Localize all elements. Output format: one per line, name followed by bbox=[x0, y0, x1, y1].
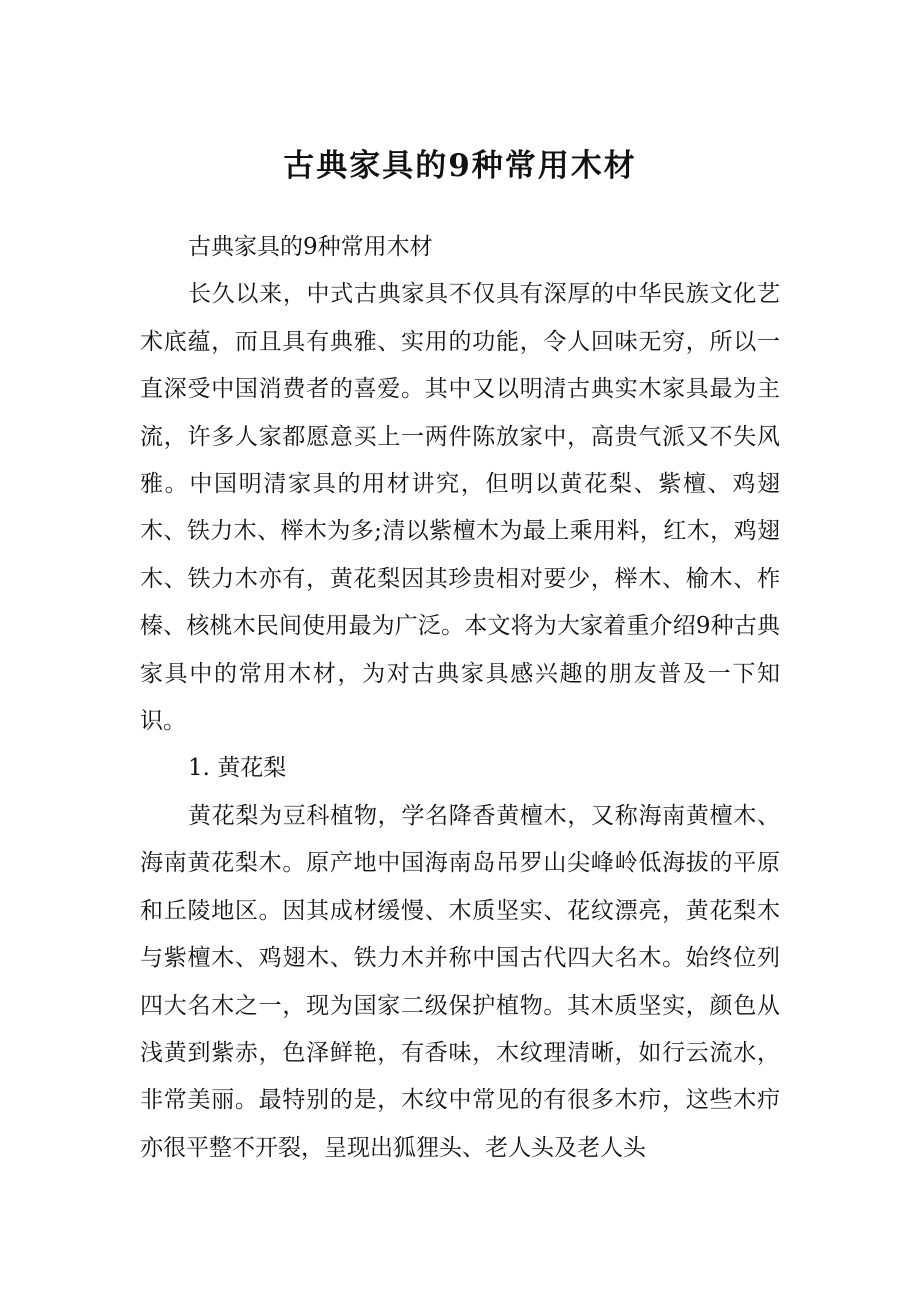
section-heading-huanghuali: 1. 黄花梨 bbox=[188, 755, 287, 782]
document-body bbox=[140, 224, 780, 1172]
huanghuali-paragraph: 黄花梨为豆科植物，学名降香黄檀木，又称海南黄檀木、海南黄花梨木。原产地中国海南岛吊罗山尖峰岭低海拔的平原和丘陵地区。因其成材缓慢、木质坚实、花纹漂亮，黄花梨木与紫檀木、鸡翅木、铁力木并称中国古代四大名木。始终位列四大名木之一，现为国家二级保护植物。其木质坚实，颜色从浅黄到紫赤，色泽鲜艳，有香味，木纹理清晰，如行云流水，非常美丽。最特别的是，木纹中常见的有很多木疖，这些木疖亦很平整不开裂，呈现出狐狸头、老人头及老人头 bbox=[140, 802, 780, 1161]
subtitle-paragraph: 古典家具的9种常用木材 bbox=[188, 234, 433, 260]
intro-paragraph: 长久以来，中式古典家具不仅具有深厚的中华民族文化艺术底蕴，而且具有典雅、实用的功能，令人回味无穷，所以一直深受中国消费者的喜爱。其中又以明清古典实木家具最为主流，许多人家都愿意买上一两件陈放家中，高贵气派又不失风雅。中国明清家具的用材讲究，但明以黄花梨、紫檀、鸡翅木、铁力木、榉木为多;清以紫檀木为最上乘用料，红木，鸡翅木、铁力木亦有，黄花梨因其珍贵相对要少，榉木、榆木、柞榛、核桃木民间使用最为广泛。本文将为大家着重介绍9种古典家具中的常用木材，为对古典家具感兴趣的朋友普及一下知识。 bbox=[140, 281, 780, 735]
document-title: 古典家具的9种常用木材 bbox=[283, 148, 637, 184]
